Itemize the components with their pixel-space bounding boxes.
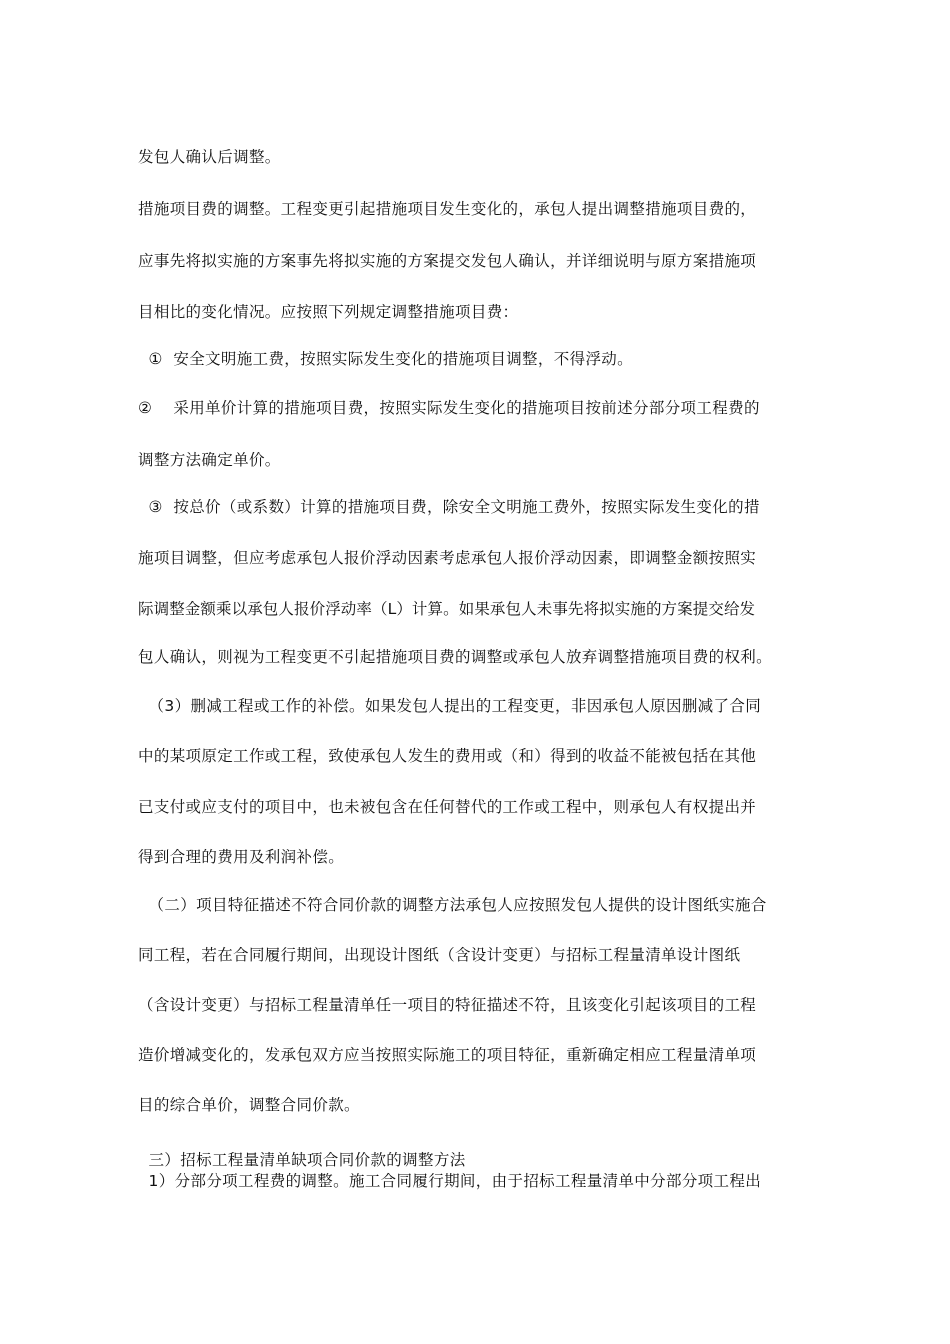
paragraph-line: 造价增减变化的，发承包双方应当按照实际施工的项目特征，重新确定相应工程量清单项: [138, 1046, 757, 1064]
paragraph-line: 应事先将拟实施的方案事先将拟实施的方案提交发包人确认，并详细说明与原方案措施项: [138, 252, 757, 270]
paragraph-line: 中的某项原定工作或工程，致使承包人发生的费用或（和）得到的收益不能被包括在其他: [138, 747, 757, 765]
paragraph-line: （含设计变更）与招标工程量清单任一项目的特征描述不符，且该变化引起该项目的工程: [138, 996, 757, 1014]
paragraph-line: 包人确认，则视为工程变更不引起措施项目费的调整或承包人放弃调整措施项目费的权利。: [138, 648, 773, 666]
paragraph-line: 目的综合单价，调整合同价款。: [138, 1096, 360, 1114]
paragraph-line: 调整方法确定单价。: [138, 451, 281, 469]
paragraph-line: 目相比的变化情况。应按照下列规定调整措施项目费：: [138, 303, 519, 321]
paragraph-line: 际调整金额乘以承包人报价浮动率（L）计算。如果承包人未事先将拟实施的方案提交给发: [138, 600, 756, 618]
paragraph-line: 施项目调整，但应考虑承包人报价浮动因素考虑承包人报价浮动因素，即调整金额按照实: [138, 549, 757, 567]
paragraph-line: 已支付或应支付的项目中，也未被包含在任何替代的工作或工程中，则承包人有权提出并: [138, 798, 757, 816]
list-item-3: ③ 按总价（或系数）计算的措施项目费，除安全文明施工费外，按照实际发生变化的措: [138, 498, 760, 516]
list-item-1: ① 安全文明施工费，按照实际发生变化的措施项目调整，不得浮动。: [138, 350, 634, 368]
paragraph-line: 得到合理的费用及利润补偿。: [138, 848, 345, 866]
paragraph-line: 1）分部分项工程费的调整。施工合同履行期间，由于招标工程量清单中分部分项工程出: [138, 1172, 762, 1190]
section-paragraph: （3）删减工程或工作的补偿。如果发包人提出的工程变更，非因承包人原因删减了合同: [138, 697, 762, 715]
paragraph-line: 措施项目费的调整。工程变更引起措施项目发生变化的，承包人提出调整措施项目费的，: [138, 200, 757, 218]
section-heading: 三）招标工程量清单缺项合同价款的调整方法: [138, 1151, 466, 1169]
paragraph-line: 发包人确认后调整。: [138, 148, 281, 166]
paragraph-line: 同工程，若在合同履行期间，出现设计图纸（含设计变更）与招标工程量清单设计图纸: [138, 946, 741, 964]
section-paragraph: （二）项目特征描述不符合同价款的调整方法承包人应按照发包人提供的设计图纸实施合: [138, 896, 767, 914]
list-item-2: ② 采用单价计算的措施项目费，按照实际发生变化的措施项目按前述分部分项工程费的: [138, 399, 760, 417]
